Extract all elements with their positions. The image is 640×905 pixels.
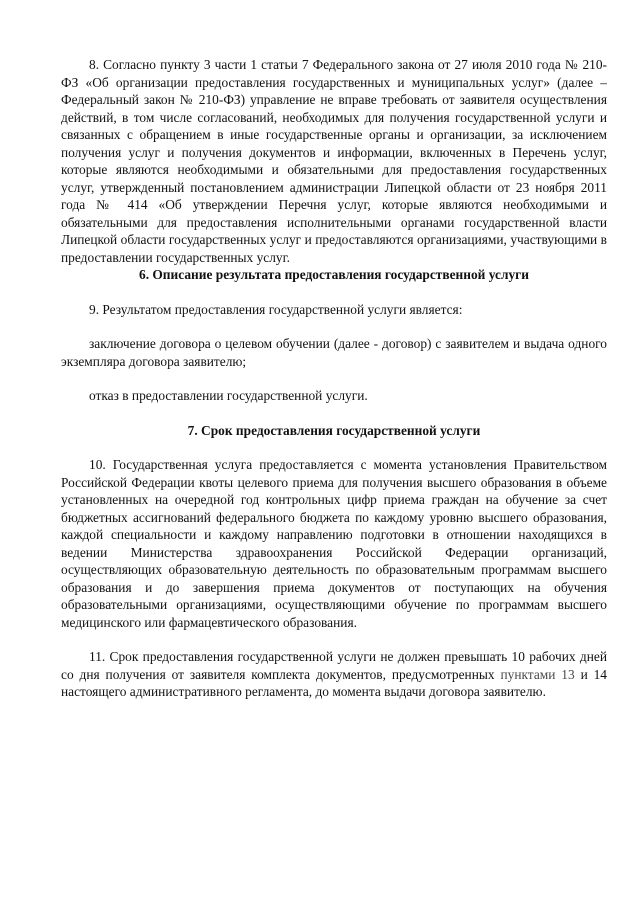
document-page <box>61 56 607 701</box>
paragraph-9: 9. Результатом предоставления государственной услуги является: <box>89 301 463 317</box>
section-heading-6: 6. Описание результата предоставления государственной услуги <box>139 267 529 282</box>
paragraph-11-text-end: и 14 настоящего административного регламента, до момента выдачи договора заявителю. <box>61 666 607 699</box>
paragraph-11 <box>61 648 607 701</box>
paragraph-9-item-refusal: отказ в предоставлении государственной услуги. <box>89 388 368 403</box>
paragraph-11-text-start: 11. Срок предоставления государственной услуги не должен превышать 10 рабочих дней со дня получения от заявителя комплекта документов, предусмотренных <box>61 649 607 682</box>
paragraph-8: 8. Согласно пункту 3 части 1 статьи 7 Федерального закона от 27 июля 2010 года № 210-ФЗ «Об организации предоставления государственных и муниципальных услуг» (далее – Федеральный закон № 210-ФЗ) управление не вправе требовать от заявителя осуществления действий, в том числе согласований, необходимых для получения государственной услуги и связанных с обращением в иные государственные органы и организации, за исключением получения услуг и получения документов и информации, включенных в Перечень услуг, которые являются необходимыми и обязательными для предоставления государственных услуг, утвержденный постановлением администрации Липецкой области от 23 ноября 2011 года № 414 «Об утверждении Перечня услуг, которые являются необходимыми и обязательными для предоставления исполнительными органами государственной власти Липецкой области государственных услуг и предоставляются организациями, участвующими в предоставлении государственных услуг. <box>61 57 607 265</box>
paragraph-11-link-items-13[interactable]: пунктами 13 <box>500 666 575 682</box>
section-heading-7: 7. Срок предоставления государственной услуги <box>187 422 481 438</box>
paragraph-9-item-contract: заключение договора о целевом обучении (далее - договор) с заявителем и выдача одного экземпляра договора заявителю; <box>61 336 607 369</box>
paragraph-10: 10. Государственная услуга предоставляется с момента установления Правительством Российской Федерации квоты целевого приема для получения высшего образования в объеме установленных на очередной год контрольных цифр приема граждан на обучение за счет бюджетных ассигнований федерального бюджета по каждому уровню высшего образования, каждой специальности и каждому направлению подготовки в отношении находящихся в ведении Министерства здравоохранения Российской Федерации организаций, осуществляющих образовательную деятельность по образовательным программам высшего образования и до завершения приема документов от поступающих на обучения образовательными организациями, осуществляющими обучение по программам высшего медицинского или фармацевтического образования. <box>61 457 607 630</box>
